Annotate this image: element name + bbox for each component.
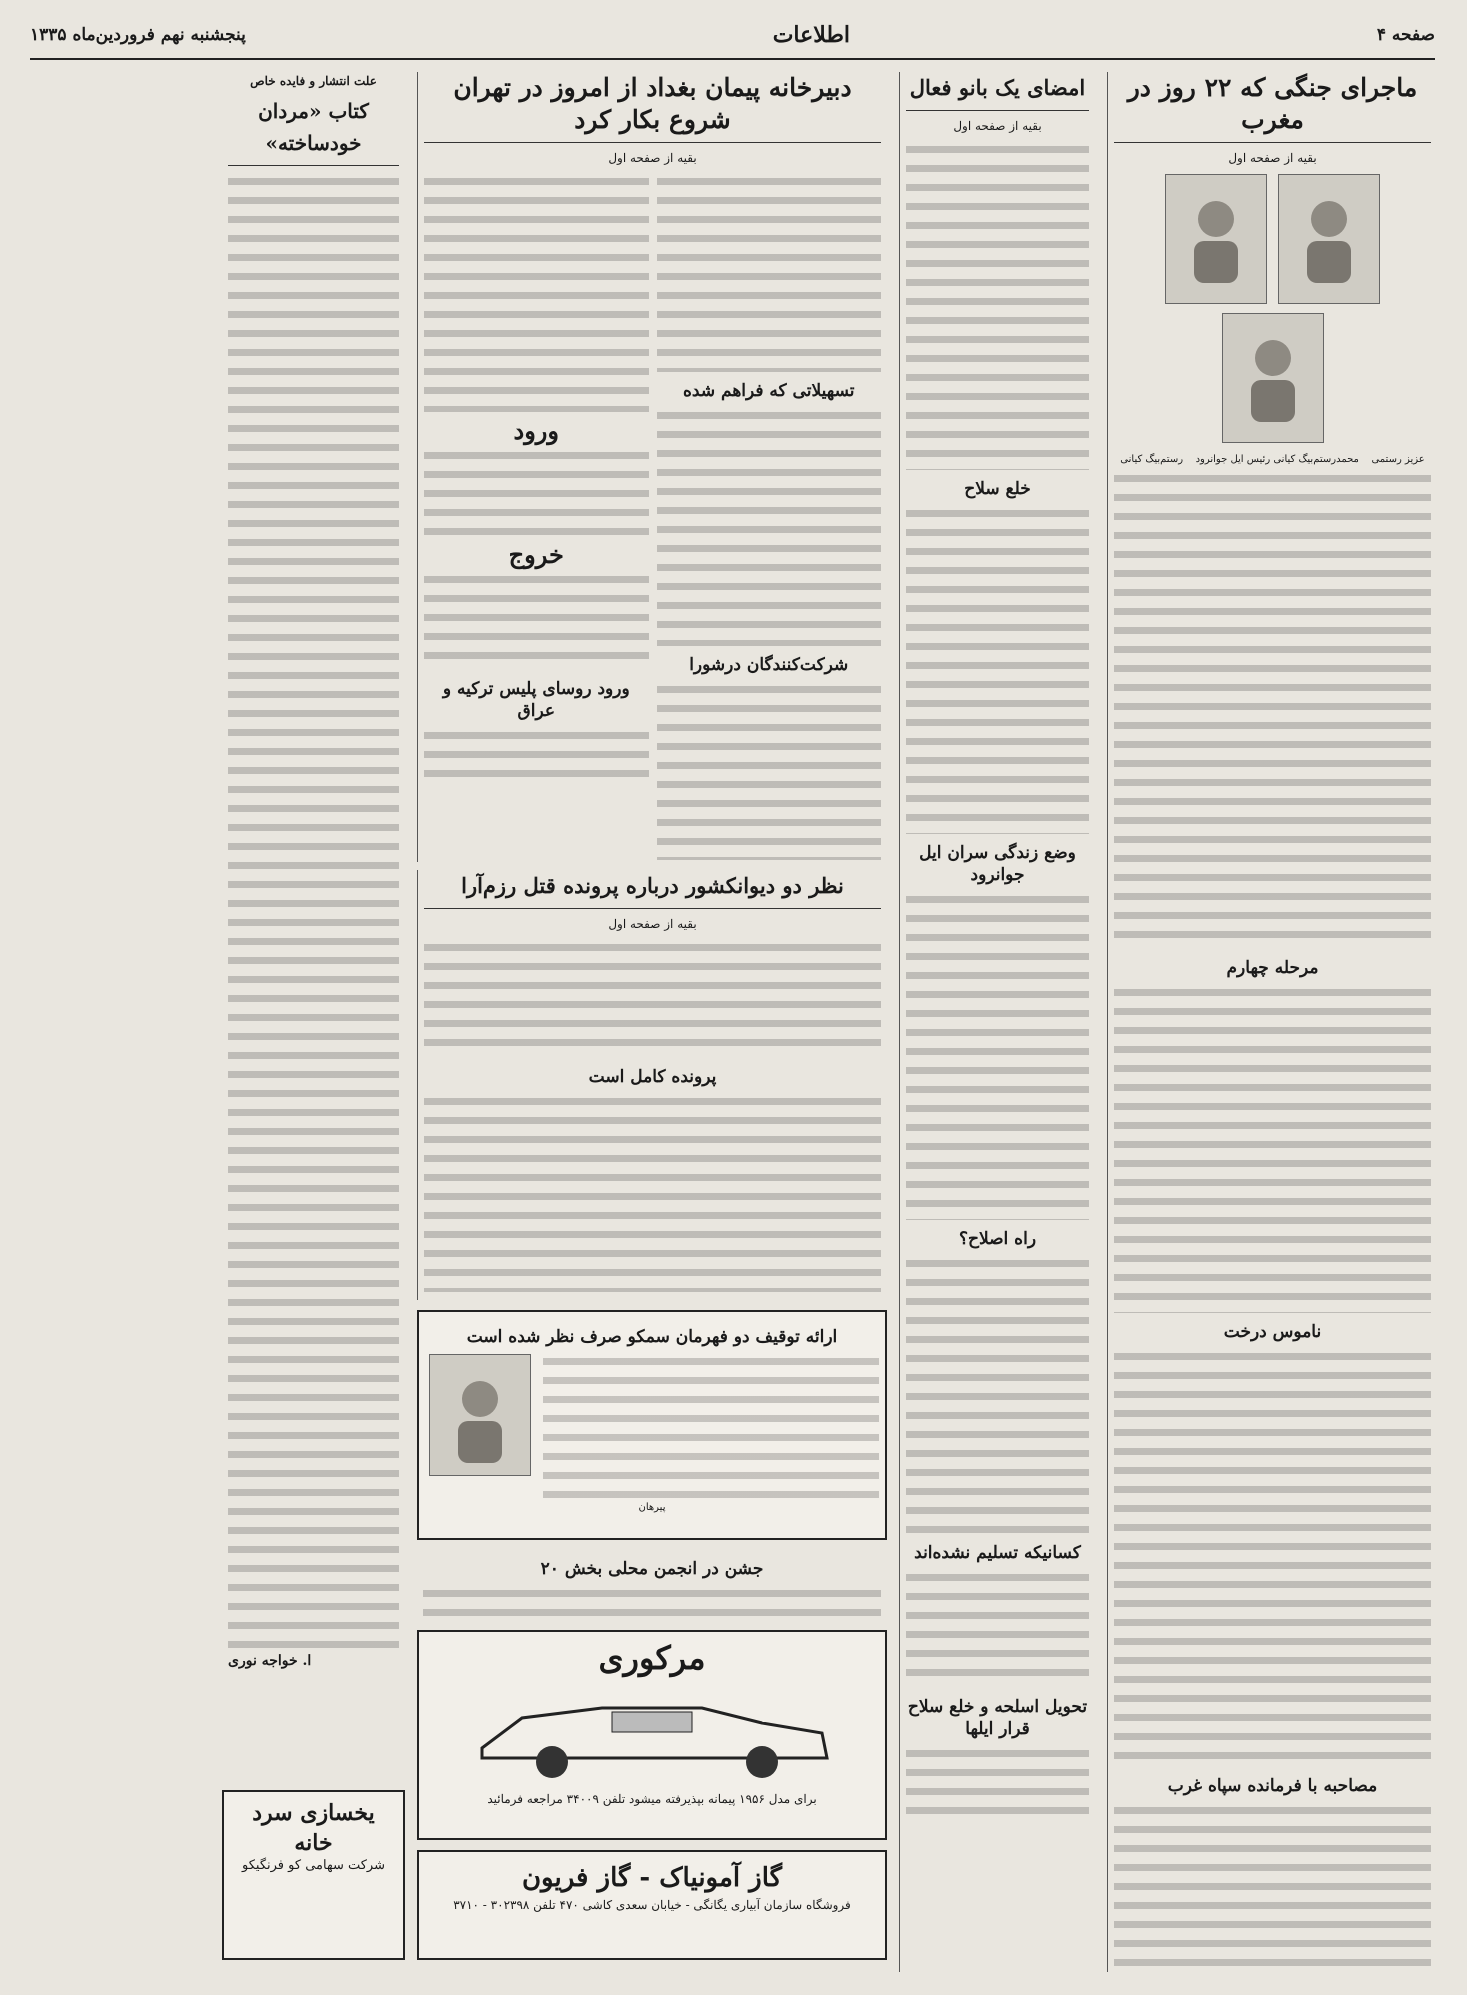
ad-icemaking (222, 1790, 405, 1960)
body-text (424, 570, 649, 670)
photo-captions (1114, 450, 1431, 469)
topline: علت انتشار و فایده خاص (250, 74, 377, 88)
continued-label: بقیه از صفحه اول (608, 151, 697, 165)
headline-signature: امضای یک بانو فعال (906, 72, 1089, 111)
section-heading: ورود روسای پلیس ترکیه و عراق (442, 679, 630, 721)
section-heading: خلع سلاح (964, 479, 1031, 499)
photo-strip (1114, 172, 1431, 450)
section-heading: ناموس درخت (1223, 1322, 1322, 1342)
person-icon (1241, 332, 1305, 422)
person-icon (1184, 193, 1248, 283)
headline-baghdad-pact: دبیرخانه پیمان بغداد از امروز در تهران شروع بکار کرد (424, 72, 881, 143)
masthead-paper: اطلاعات (772, 22, 851, 48)
photo-caption: عزیز رستمی (1371, 454, 1425, 465)
body-text (906, 890, 1089, 1220)
ad-title: گاز آمونیاک - گاز فریون (521, 1863, 783, 1893)
body-text (424, 446, 649, 536)
headline-war-story: ماجرای جنگی که ۲۲ روز در مغرب (1114, 72, 1431, 143)
continued-label: بقیه از صفحه اول (1228, 151, 1317, 165)
body-text (906, 1744, 1089, 1824)
body-text (424, 1092, 881, 1292)
headline-book: کتاب «مردان خودساخته» (228, 95, 399, 166)
section-heading: تسهیلاتی که فراهم شده (683, 381, 855, 401)
body-text (906, 1568, 1089, 1688)
continued-label: بقیه از صفحه اول (953, 119, 1042, 133)
column-razmara (417, 870, 887, 1300)
body-text (424, 726, 649, 786)
ad-text: برای مدل ۱۹۵۶ پیمانه بپذیرفته میشود تلفن ۳۴۰۰۹ مراجعه فرمائید (487, 1792, 817, 1806)
column-celebration (417, 1550, 887, 1620)
section-heading: ورود (513, 416, 559, 445)
body-text (906, 1254, 1089, 1534)
body-text (906, 140, 1089, 470)
body-text (1114, 983, 1431, 1313)
ad-mercury (417, 1630, 887, 1840)
portrait-photo (1222, 313, 1324, 443)
ad-title: مرکوری (598, 1639, 706, 1677)
body-text (1114, 1801, 1431, 1972)
person-icon (448, 1373, 512, 1463)
section-heading: راه اصلاح؟ (958, 1229, 1037, 1249)
ad-ammonia (417, 1850, 887, 1960)
body-text (1114, 469, 1431, 949)
body-text (1114, 1347, 1431, 1767)
photo-caption: رستم‌بیگ کیانی (1120, 454, 1184, 465)
section-heading: جشن در انجمن محلی بخش ۲۰ (540, 1559, 764, 1579)
ad-title: یخسازی سرد خانه (252, 1800, 375, 1856)
body-text (424, 938, 881, 1058)
portrait-photo (1278, 174, 1380, 304)
photo-caption: پیرهان (638, 1502, 666, 1513)
notice-title: ارائه توقیف دو فهرمان سمکو صرف نظر شده است (466, 1327, 838, 1347)
section-heading: پرونده کامل است (588, 1067, 717, 1087)
body-text (423, 1584, 881, 1620)
masthead-date: پنجشنبه نهم فروردین‌ماه ۱۳۳۵ (30, 25, 246, 45)
masthead (30, 12, 1435, 60)
person-icon (1297, 193, 1361, 283)
body-text (657, 680, 882, 860)
notice-samko (417, 1310, 887, 1540)
masthead-page: صفحه ۴ (1376, 25, 1435, 45)
photo-caption: محمدرستم‌بیگ کیانی رئیس ایل جوانرود (1195, 454, 1359, 465)
section-heading: خروج (508, 540, 564, 569)
ad-text: شرکت سهامی کو فرنگیکو (242, 1858, 385, 1873)
section-heading: کسانیکه تسلیم نشده‌اند (914, 1543, 1081, 1563)
section-heading: مصاحبه با فرمانده سپاه غرب (1167, 1776, 1378, 1796)
author: ا. خواجه نوری (228, 1653, 312, 1669)
body-text (543, 1352, 879, 1502)
body-text (657, 406, 882, 646)
body-text (906, 504, 1089, 834)
portrait-photo (429, 1354, 531, 1476)
portrait-photo (1165, 174, 1267, 304)
section-heading: شرکت‌کنندگان درشورا (689, 655, 849, 675)
headline-razmara: نظر دو دیوانکشور درباره پرونده قتل رزم‌آرا (424, 870, 881, 909)
section-heading: تحویل اسلحه و خلع سلاح قرار ایلها (907, 1697, 1088, 1739)
body-text (657, 172, 882, 372)
column-book (222, 72, 405, 1772)
section-heading: مرحله چهارم (1226, 958, 1319, 978)
column-war-story (1107, 72, 1437, 1972)
car-icon (462, 1678, 842, 1788)
continued-label: بقیه از صفحه اول (608, 917, 697, 931)
two-col-body (424, 172, 881, 860)
column-signature-story (899, 72, 1095, 1972)
body-text (424, 172, 649, 412)
section-heading: وضع زندگی سران ایل جوانرود (919, 843, 1076, 885)
ad-text: فروشگاه سازمان آبیاری یگانگی - خیابان سعدی کاشی ۴۷۰ تلفن ۳۰۲۳۹۸ - ۳۷۱۰ (453, 1898, 851, 1912)
body-text (228, 172, 399, 1652)
column-baghdad-pact (417, 72, 887, 862)
